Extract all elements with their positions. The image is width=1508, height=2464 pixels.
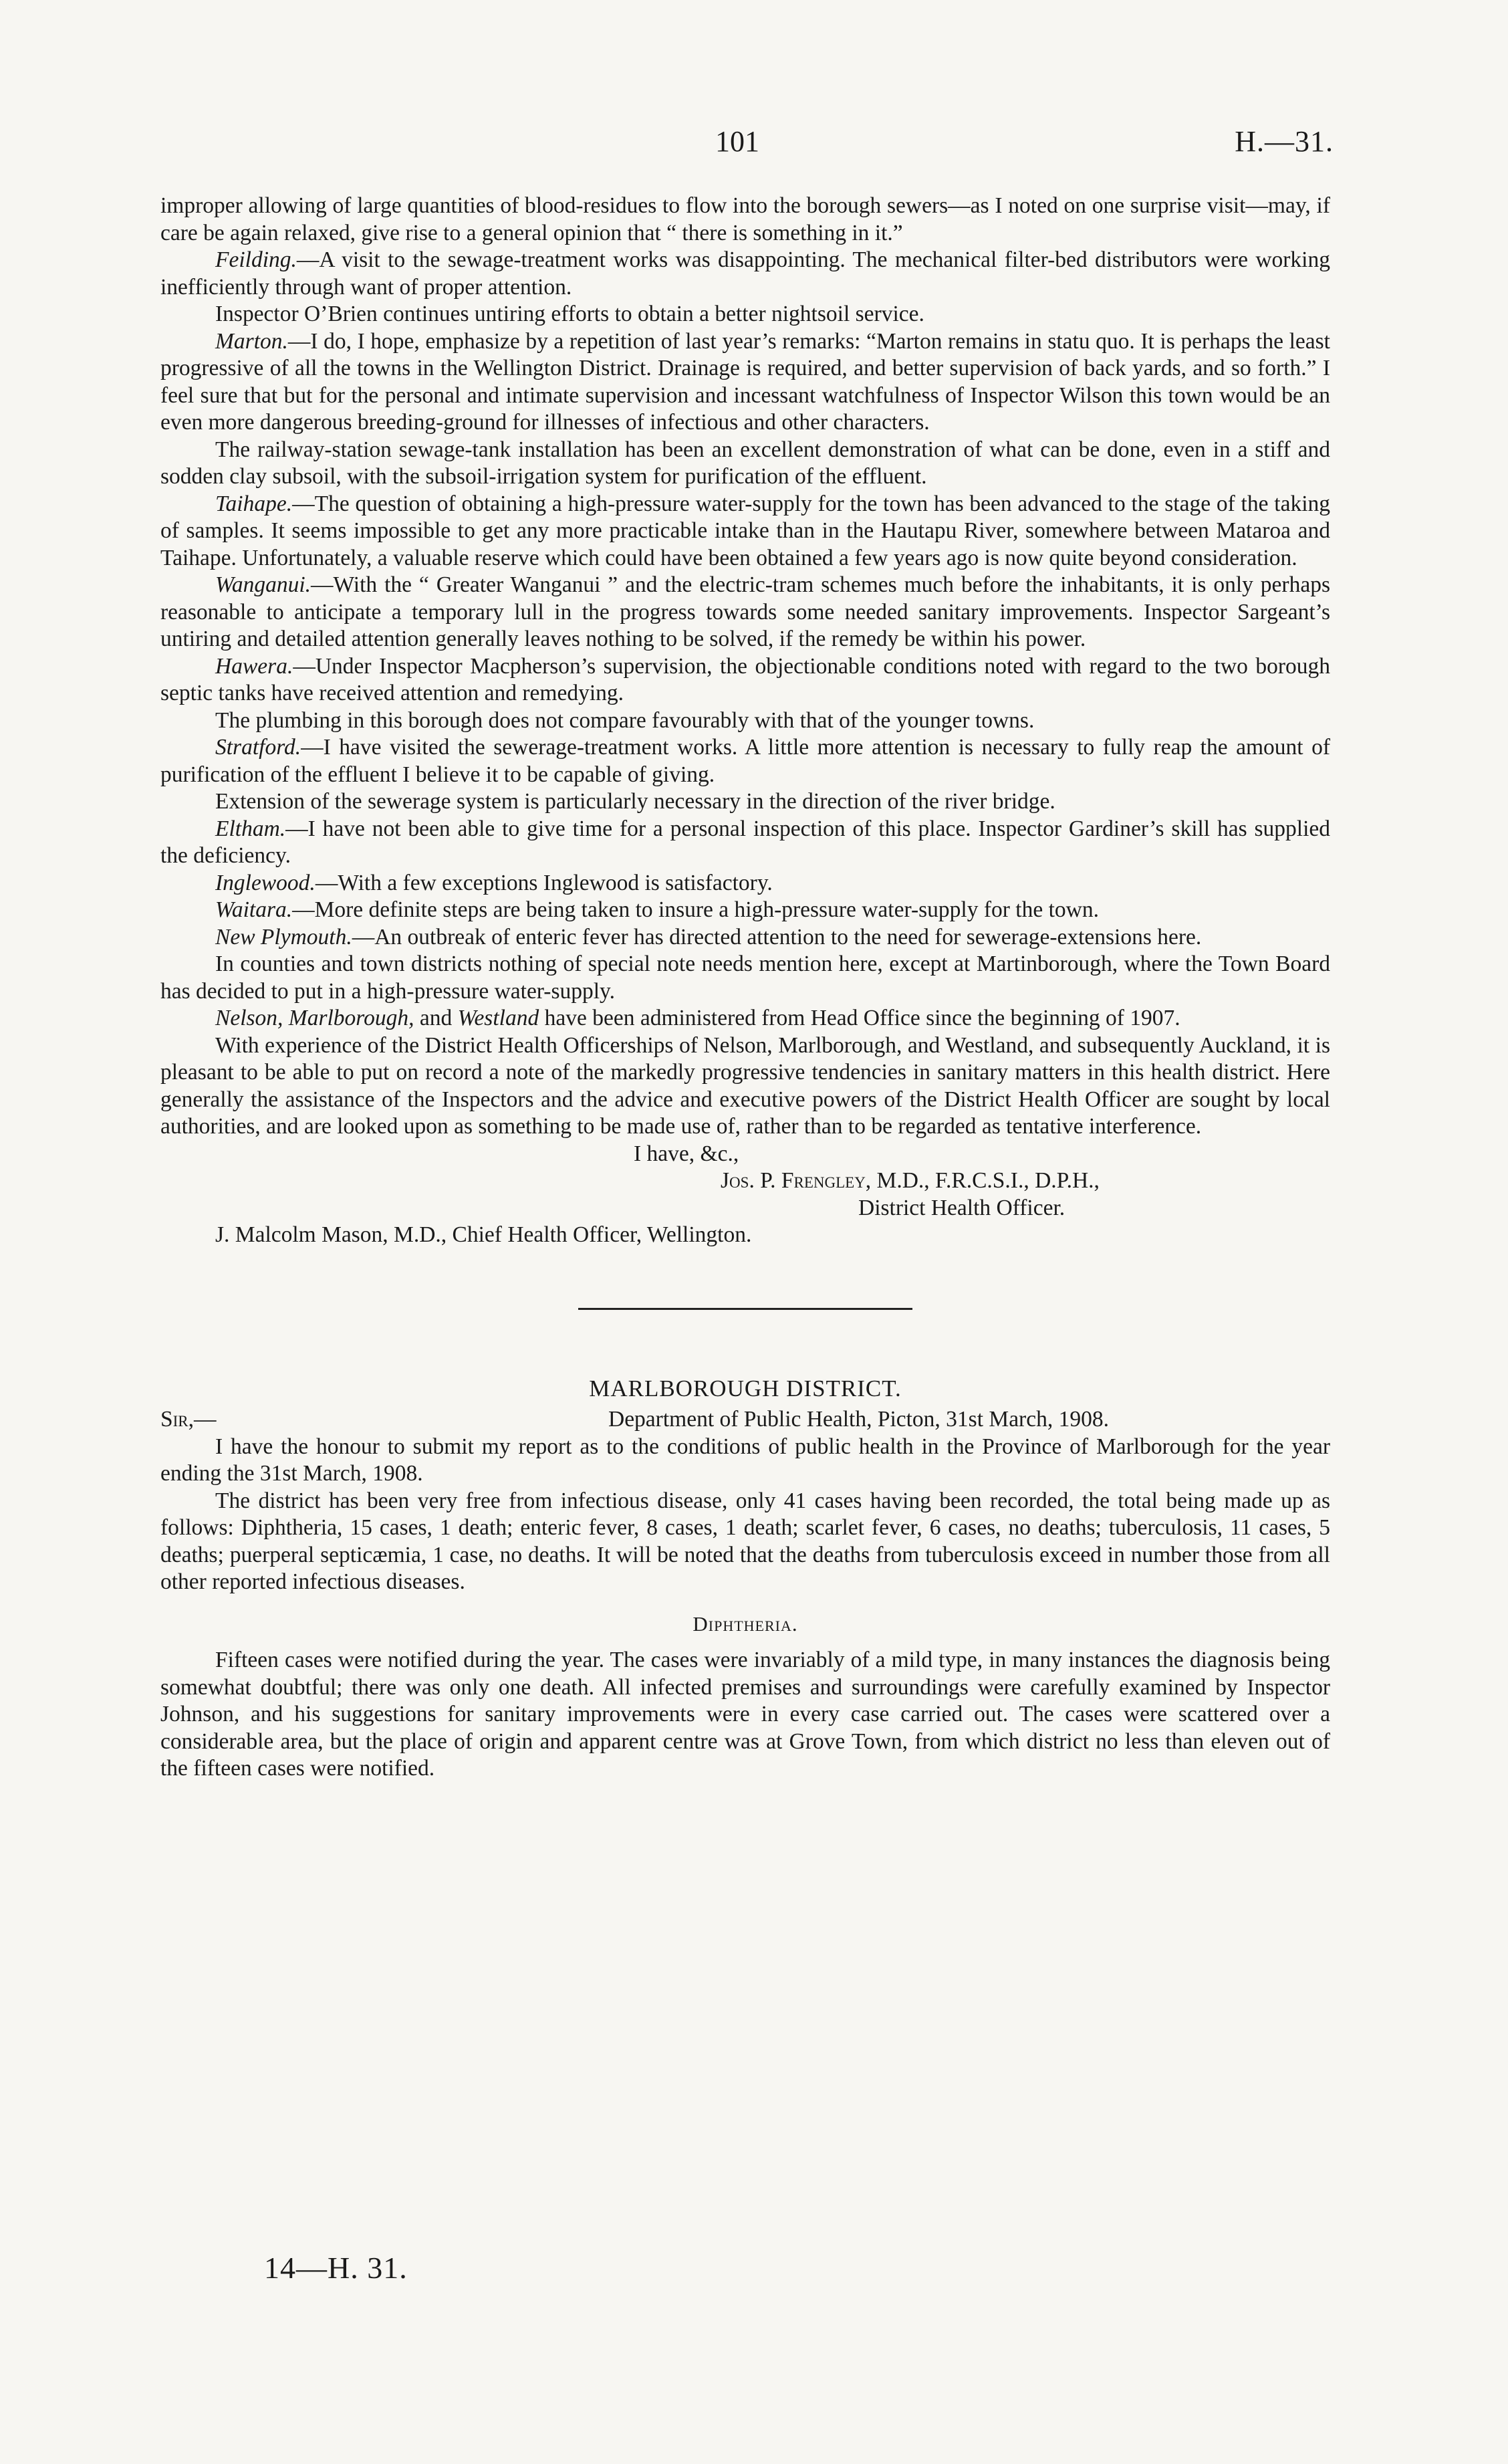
signature-reference: 14—H. 31.	[264, 2251, 408, 2285]
paragraph	[160, 437, 1330, 491]
place-name: Inglewood.	[215, 870, 316, 895]
paragraph	[160, 328, 1330, 437]
paragraph-text: improper allowing of large quantities of blood-residues to flow into the borough sewers—as I noted on one surprise visit—may, if care be again relaxed, give rise to a general opinion that “ there is something in it.”	[160, 193, 1330, 245]
place-name: Feilding.	[215, 247, 297, 272]
paragraph-text: —I do, I hope, emphasize by a repetition of last year’s remarks: “Marton remains in statu quo. It is perhaps the least progressive of all the towns in the Wellington District. Drainage is required, and better supervision of back yards, and so forth.” I feel sure that but for the personal and intimate supervision and incessant watchfulness of Inspector Wilson this town would be an even more dangerous breeding-ground for illnesses of infectious and other characters.	[160, 328, 1330, 435]
place-name: Nelson, Marlborough,	[215, 1006, 414, 1030]
paragraph-text: —With the “ Greater Wanganui ” and the electric-tram schemes much before the inhabitants, it is only perhaps reasonable to anticipate a temporary lull in the progress towards some needed sanitary improvements. Inspector Sargeant’s untiring and detailed attention generally leaves nothing to be solved, if the remedy be within his power.	[160, 572, 1330, 651]
paragraph	[160, 247, 1330, 301]
paragraph-text: —The question of obtaining a high-pressure water-supply for the town has been advanced to the stage of the taking of samples. It seems impossible to get any more practicable intake than in the Hautapu River, somewhere between Mataroa and Taihape. Unfortunately, a valuable reserve which could have been obtained a few years ago is now quite beyond consideration.	[160, 491, 1330, 570]
paragraph-text: —A visit to the sewage-treatment works was disappointing. The mechanical filter-bed distributors were working inefficiently through want of proper attention.	[160, 247, 1330, 300]
paragraph-text: —Under Inspector Macpherson’s supervision, the objectionable conditions noted with regard to the two borough septic tanks have received attention and remedying.	[160, 653, 1330, 705]
paragraph	[160, 572, 1330, 653]
paragraph	[160, 301, 1330, 328]
paragraph-text: —More definite steps are being taken to insure a high-pressure water-supply for the town.	[292, 897, 1099, 922]
paragraph	[160, 491, 1330, 572]
place-name: Marton.	[215, 328, 288, 354]
paragraph	[160, 653, 1330, 707]
wellington-report-section	[160, 193, 1330, 1141]
place-name: Eltham.	[215, 816, 286, 841]
place-name: Wanganui.	[215, 572, 311, 597]
paragraph-text: Inspector O’Brien continues untiring efforts to obtain a better nightsoil service.	[215, 302, 924, 326]
paragraph	[160, 707, 1330, 735]
place-name: New Plymouth.	[215, 924, 352, 949]
paragraph	[160, 1032, 1330, 1141]
closing: I have, &c.,	[634, 1141, 739, 1166]
report-reference: H.—31.	[1235, 125, 1334, 158]
place-name: Stratford.	[215, 735, 301, 760]
paragraph-text: The railway-station sewage-tank installation has been an excellent demonstration of what can be done, even in a stiff and sodden clay subsoil, with the subsoil-irrigation system for purification of the effluent.	[160, 437, 1330, 489]
paragraph-text: have been administered from Head Office since the beginning of 1907.	[539, 1006, 1180, 1030]
paragraph	[160, 816, 1330, 870]
intro-paragraph: I have the honour to submit my report as to the conditions of public health in the Province of Marlborough for the year ending the 31st March, 1908.	[160, 1434, 1330, 1486]
paragraph-text: —With a few exceptions Inglewood is satisfactory.	[315, 870, 773, 895]
paragraph: Nelson, Marlborough, and Westland have been administered from Head Office since the beginning of 1907.	[215, 1006, 1180, 1030]
marlborough-section	[160, 1375, 1330, 1783]
paragraph-text: —I have visited the sewerage-treatment works. A little more attention is necessary to fully reap the amount of purification of the effluent I believe it to be capable of giving.	[160, 735, 1330, 787]
report-body	[160, 193, 1330, 1783]
salutation-line	[160, 1406, 1330, 1434]
paragraph	[160, 870, 1330, 897]
paragraph-text: —I have not been able to give time for a personal inspection of this place. Inspector Gardiner’s skill has supplied the deficiency.	[160, 816, 1330, 868]
place-name: Taihape.	[215, 491, 293, 516]
signatory: Jos. P. Frengley, M.D., F.R.C.S.I., D.P.H.,	[721, 1168, 1100, 1193]
paragraph	[160, 897, 1330, 924]
paragraph	[160, 951, 1330, 1005]
place-name: Waitara.	[215, 897, 293, 922]
section-divider	[578, 1308, 912, 1310]
paragraph-text: The plumbing in this borough does not compare favourably with that of the younger towns.	[215, 707, 1035, 733]
paragraph	[160, 788, 1330, 816]
paragraph-text: In counties and town districts nothing of special note needs mention here, except at Martinborough, where the Town Board has decided to put in a high-pressure water-supply.	[160, 951, 1330, 1004]
addressee: J. Malcolm Mason, M.D., Chief Health Officer, Wellington.	[215, 1222, 752, 1247]
dateline: Department of Public Health, Picton, 31st March, 1908.	[608, 1407, 1109, 1432]
place-name: Westland	[457, 1006, 539, 1030]
summary-paragraph: The district has been very free from infectious disease, only 41 cases having been recorded, the total being made up as follows: Diphtheria, 15 cases, 1 death; enteric fever, 8 cases, 1 death; scarlet fever, 6 cases, no deaths; tuberculosis, 11 cases, 5 deaths; puerperal septicæmia, 1 case, no deaths. It will be noted that the deaths from tuberculosis exceed in number those from all other reported infectious diseases.	[160, 1488, 1330, 1594]
page-number: 101	[715, 125, 759, 158]
diphtheria-heading: Diphtheria.	[693, 1611, 798, 1636]
paragraph	[160, 924, 1330, 951]
page-header	[160, 124, 1334, 164]
place-name: Hawera.	[215, 653, 293, 679]
paragraph-text: —An outbreak of enteric fever has directed attention to the need for sewerage-extensions here.	[352, 924, 1202, 949]
signatory-title: District Health Officer.	[858, 1195, 1065, 1220]
signoff	[160, 1141, 1330, 1249]
salutation: Sir,—	[160, 1407, 217, 1432]
section-heading: MARLBOROUGH DISTRICT.	[589, 1375, 902, 1402]
paragraph-text: With experience of the District Health Officerships of Nelson, Marlborough, and Westland, and subsequently Auckland, it is pleasant to be able to put on record a note of the markedly progressive tendencies in sanitary matters in this health district. Here generally the assistance of the Inspectors and the advice and executive powers of the District Health Officer are sought by local authorities, and are looked upon as something to be made use of, rather than to be regarded as tentative interference.	[160, 1032, 1330, 1139]
paragraph	[160, 193, 1330, 247]
paragraph-text: Extension of the sewerage system is particularly necessary in the direction of the river bridge.	[215, 789, 1055, 814]
diphtheria-paragraph: Fifteen cases were notified during the year. The cases were invariably of a mild type, in many instances the diagnosis being somewhat doubtful; there was only one death. All infected premises and surroundings were carefully examined by Inspector Johnson, and his suggestions for sanitary improvements were in every case carried out. The cases were scattered over a considerable area, but the place of origin and apparent centre was at Grove Town, from which district no less than eleven out of the fifteen cases were notified.	[160, 1648, 1330, 1781]
paragraph	[160, 734, 1330, 788]
